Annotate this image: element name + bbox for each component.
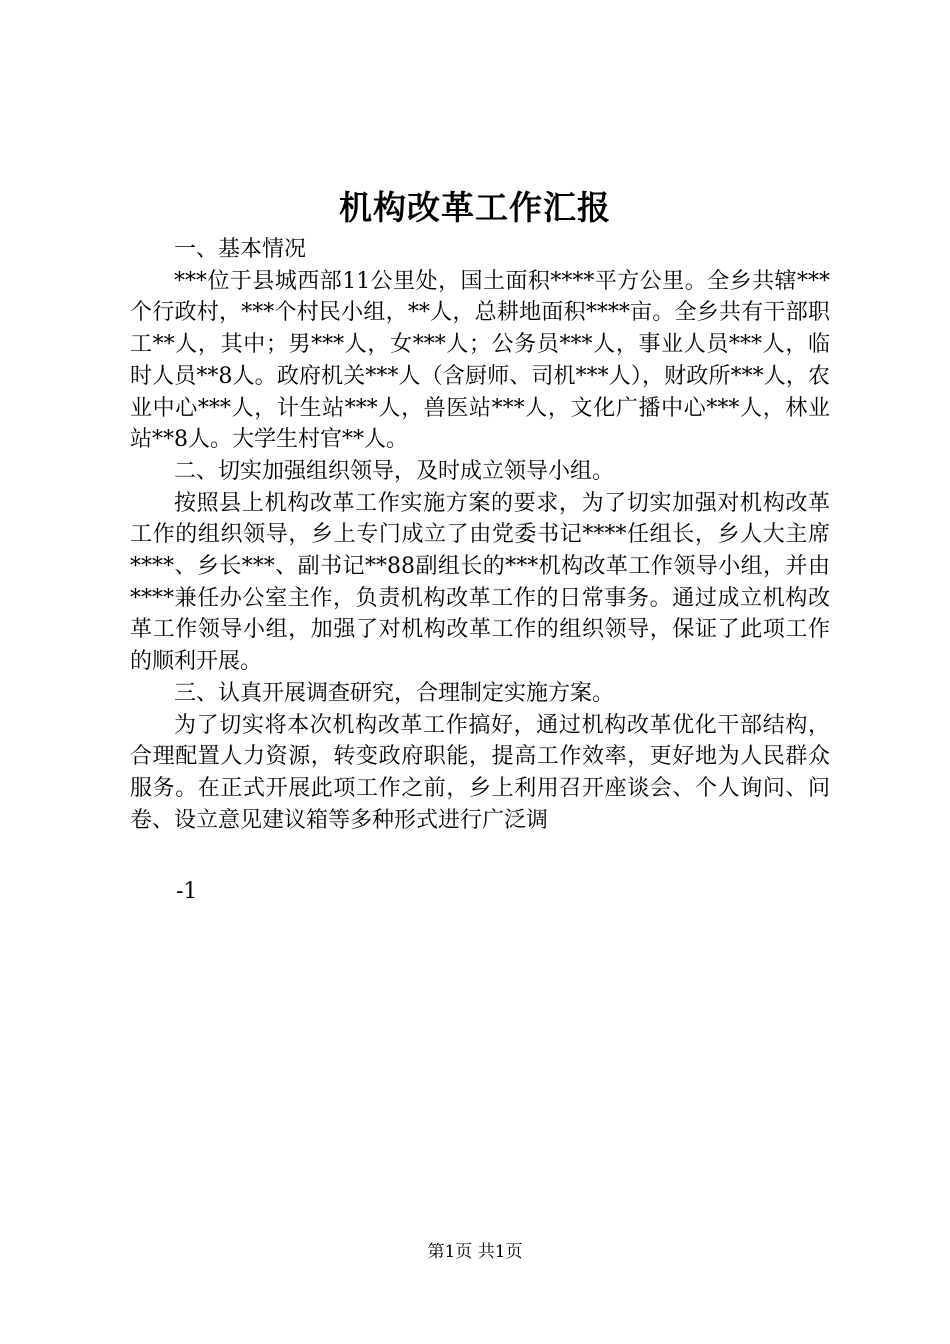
paragraph-basic-info: ***位于县城西部11公里处，国土面积****平方公里。全乡共辖***个行政村，***个村民小组，**人，总耕地面积****亩。全乡共有干部职工**人，其中；男***人，女***人；公务员***人，事业人员***人，临时人员**8人。政府机关***人（含厨师、司机***人），财政所***人，农业中心***人，计生站***人，兽医站***人，文化广播中心***人，林业站**8人。大学生村官**人。 [130, 268, 830, 453]
document-body [130, 234, 830, 836]
page-marker: -1 [176, 879, 198, 904]
document-title: 机构改革工作汇报 [339, 188, 611, 227]
paragraph-research: 为了切实将本次机构改革工作搞好，通过机构改革优化干部结构，合理配置人力资源，转变政府职能，提高工作效率，更好地为人民群众服务。在正式开展此项工作之前，乡上利用召开座谈会、个人询问、问卷、设立意见建议箱等多种形式进行广泛调 [130, 712, 830, 833]
paragraph-leadership: 按照县上机构改革工作实施方案的要求，为了切实加强对机构改革工作的组织领导，乡上专门成立了由党委书记****任组长，乡人大主席****、乡长***、副书记**88副组长的***机构改革工作领导小组，并由****兼任办公室主作，负责机构改革工作的日常事务。通过成立机构改革工作领导小组，加强了对机构改革工作的组织领导，保证了此项工作的顺利开展。 [130, 490, 830, 675]
section-heading-basic-info: 一、基本情况 [174, 237, 307, 262]
section-heading-research: 三、认真开展调查研究，合理制定实施方案。 [174, 680, 615, 706]
section-heading-leadership: 二、切实加强组织领导，及时成立领导小组。 [174, 458, 615, 484]
page-footer: 第1页 共1页 [427, 1242, 523, 1262]
